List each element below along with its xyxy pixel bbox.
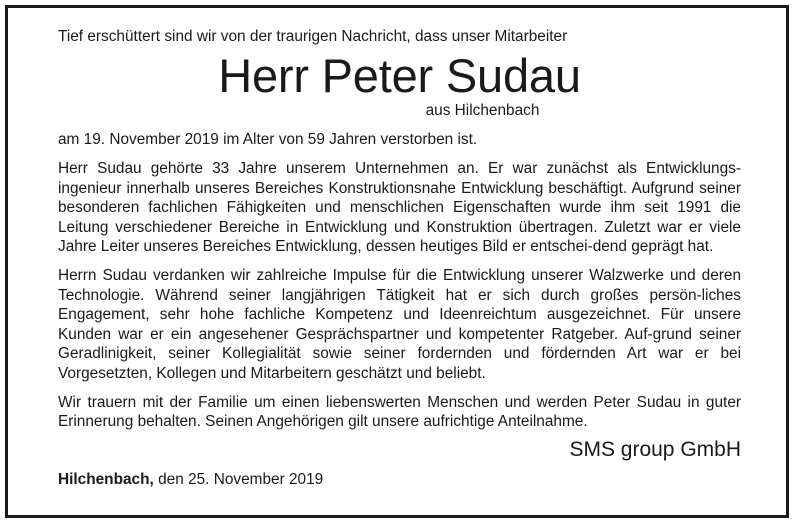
obituary-notice — [58, 26, 741, 490]
signoff-place: Hilchenbach, — [58, 470, 154, 488]
condolence-paragraph: Wir trauern mit der Familie um einen liebenswerten Menschen und werden Peter Sudau in guter Erinnerung behalten. Seinen Angehörigen gilt unsere aufrichtige Anteilnahme. — [58, 393, 741, 431]
company-name: SMS group GmbH — [569, 437, 741, 461]
deceased-name: Herr Peter Sudau — [218, 49, 581, 102]
career-paragraph: Herr Sudau gehörte 33 Jahre unserem Unternehmen an. Er war zunächst als Entwicklungs-ingenieur innerhalb unseres Bereiches Konstruktionsnahe Entwicklung beschäftigt. Aufgrund seiner besonderen fachlichen Fähigkeiten und menschlichen Eigenschaften wurde ihm seit 1991 die Leitung verschiedener Bereiche in Entwicklung und Konstruktion übertragen. Zuletzt war er viele Jahre Leiter unseres Bereiches Entwicklung, dessen heutiges Bild er entschei-dend geprägt hat. — [58, 160, 741, 256]
tribute-paragraph: Herrn Sudau verdanken wir zahlreiche Impulse für die Entwicklung unserer Walzwerke und deren Technologie. Während seiner langjährigen Tätigkeit hat er sich durch großes persön-liches Engagement, sehr hohe fachliche Kompetenz und Ideenreichtum ausgezeichnet. Für unsere Kunden war er ein angesehener Gesprächspartner und kompetenter Ratgeber. Auf-grund seiner Geradlinigkeit, seiner Kollegialität sowie seiner fordernden und fördernden Art war er bei Vorgesetzten, Kollegen und Mitarbeitern geschätzt und beliebt. — [58, 266, 741, 382]
origin-text: aus Hilchenbach — [425, 102, 540, 119]
intro-text: Tief erschüttert sind wir von der traurigen Nachricht, dass unser Mitarbeiter — [58, 28, 568, 45]
signoff-date: den 25. November 2019 — [153, 470, 324, 488]
signoff-line — [58, 469, 741, 490]
death-date-text: am 19. November 2019 im Alter von 59 Jahren verstorben ist. — [58, 131, 478, 148]
